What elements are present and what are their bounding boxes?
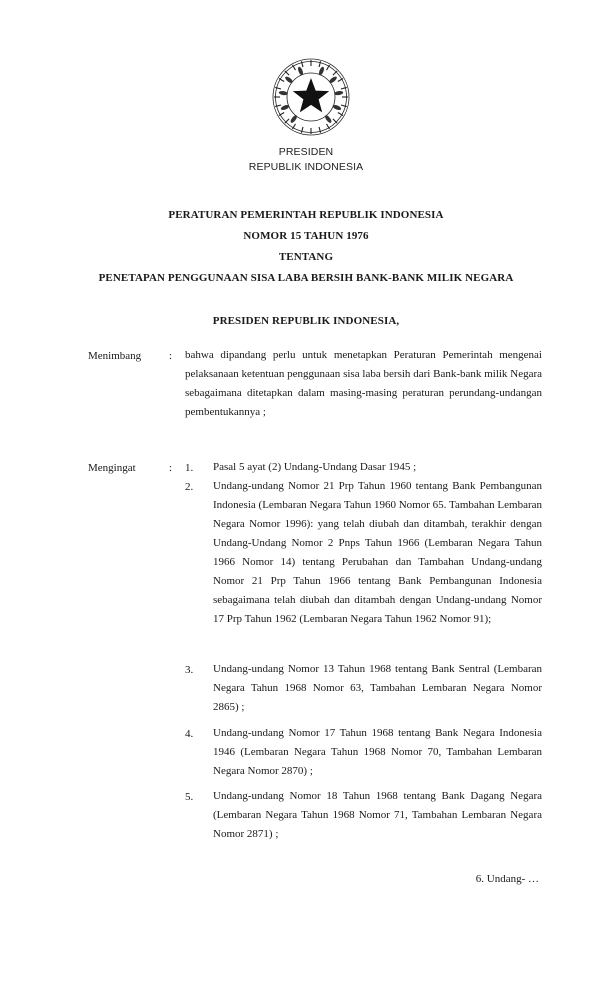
doc-title-line1: PERATURAN PEMERINTAH REPUBLIK INDONESIA [168, 209, 444, 221]
enacting-authority: PRESIDEN REPUBLIK INDONESIA, [212, 315, 400, 327]
list-item-number: 5. [185, 791, 194, 803]
list-item-number: 2. [185, 481, 194, 493]
office-line-president: PRESIDEN [278, 146, 334, 158]
list-item-number: 1. [185, 462, 194, 474]
menimbang-label: Menimbang [88, 350, 142, 362]
list-item: Undang-undang Nomor 21 Prp Tahun 1960 tentang Bank Pembangunan Indonesia (Lembaran Negara Tahun 1960 Nomor 65. Tambahan Lembaran Negara Nomor 1996): yang telah diubah dan ditambah, terakhir dengan Undang-Undang Nomor 2 Pnps Tahun 1966 (Lembaran Negara Tahun 1966 Nomor 14) tentang Perubahan dan Tambahan Undang-undang Nomor 21 Prp Tahun 1966 tentang Bank Pembangunan Indonesia sebagaimana telah diubah dan ditambah dengan Undang-undang Nomor 17 Prp Tahun 1962 (Lembaran Negara Tahun 1962 Nomor 91); [213, 480, 542, 625]
mengingat-label: Mengingat [88, 462, 136, 474]
menimbang-text: bahwa dipandang perlu untuk menetapkan Peraturan Pemerintah mengenai pelaksanaan ketentuan penggunaan sisa laba bersih dari Bank-bank milik Negara sebagaimana ditetapkan dalam masing-masing peraturan perundang-undangan pembentukannya ; [185, 349, 542, 418]
office-line-republic: REPUBLIK INDONESIA [248, 161, 364, 173]
garuda-star-emblem [270, 56, 352, 138]
doc-title-tentang: TENTANG [278, 251, 334, 263]
continuation-marker: 6. Undang- … [475, 873, 539, 885]
list-item-number: 4. [185, 728, 194, 740]
list-item: Undang-undang Nomor 13 Tahun 1968 tentang Bank Sentral (Lembaran Negara Tahun 1968 Nomor 63, Tambahan Lembaran Negara Nomor 2865) ; [213, 663, 542, 713]
doc-title-subject: PENETAPAN PENGGUNAAN SISA LABA BERSIH BANK-BANK MILIK NEGARA [98, 272, 514, 284]
menimbang-colon: : [169, 350, 173, 362]
list-item-number: 3. [185, 664, 194, 676]
list-item: Pasal 5 ayat (2) Undang-Undang Dasar 1945 ; [213, 461, 417, 473]
mengingat-colon: : [169, 462, 173, 474]
emblem-icon [270, 56, 352, 138]
doc-title-number: NOMOR 15 TAHUN 1976 [243, 230, 369, 242]
list-item: Undang-undang Nomor 17 Tahun 1968 tentang Bank Negara Indonesia 1946 (Lembaran Negara Tahun 1968 Nomor 70, Tambahan Lembaran Negara Nomor 2870) ; [213, 727, 542, 777]
list-item: Undang-undang Nomor 18 Tahun 1968 tentang Bank Dagang Negara (Lembaran Negara Tahun 1968 Nomor 71, Tambahan Lembaran Negara Nomor 2871) ; [213, 790, 542, 840]
